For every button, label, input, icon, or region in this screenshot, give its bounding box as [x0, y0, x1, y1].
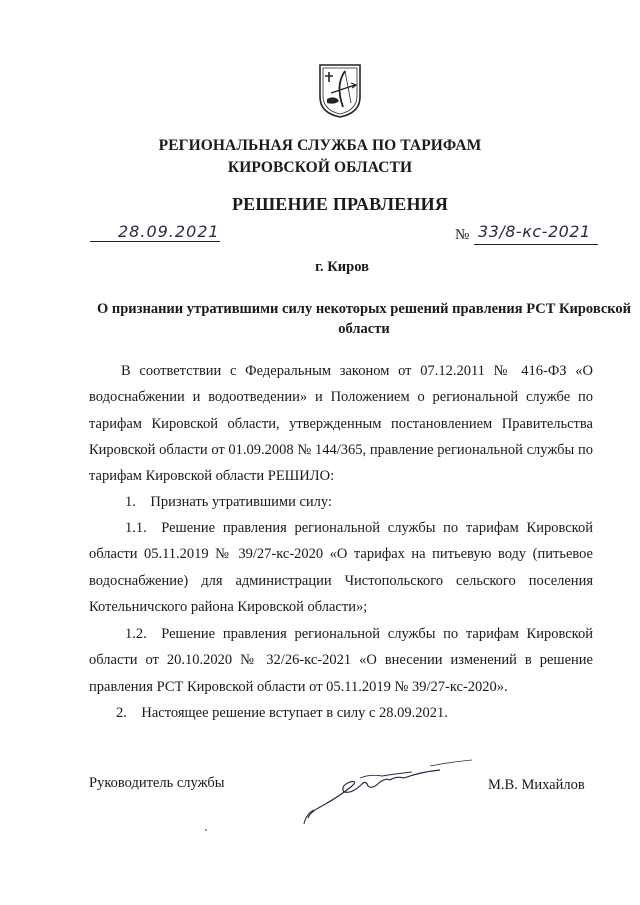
- handwritten-signature: [300, 756, 480, 826]
- decision-number: 33/8-кс-2021: [478, 222, 591, 241]
- item-1-1: 1.1. Решение правления региональной службы по тарифам Кировской области 05.11.2019 № 39/27-кс-2020 «О тарифах на питьевую воду (питьевое водоснабжение) для администрации Чистопольского сельского поселения Котельничского района Кировской области»;: [89, 520, 593, 615]
- org-name-line1: РЕГИОНАЛЬНАЯ СЛУЖБА ПО ТАРИФАМ: [158, 137, 482, 154]
- preamble-paragraph: В соответствии с Федеральным законом от 07.12.2011 № 416-ФЗ «О водоснабжении и водоотведении» и Положением о региональной службе по тарифам Кировской области, утвержденным постановлением Правительства Кировской области от 01.09.2008 № 144/365, правление региональной службы по тарифам Кировской области РЕШИЛО:: [89, 363, 593, 485]
- signatory-name: М.В. Михайлов: [488, 777, 585, 793]
- item-1: 1. Признать утратившими силу:: [125, 494, 333, 510]
- decision-subject: О признании утратившими силу некоторых решений правления РСТ Кировской области: [96, 301, 632, 337]
- city: г. Киров: [315, 259, 369, 275]
- kirov-region-coat-of-arms-icon: [317, 63, 363, 119]
- scan-speck: [205, 829, 207, 831]
- decision-date: 28.09.2021: [118, 222, 220, 241]
- item-2: 2. Настоящее решение вступает в силу с 28.09.2021.: [116, 705, 448, 721]
- document-type-title: РЕШЕНИЕ ПРАВЛЕНИЯ: [231, 194, 449, 214]
- signatory-role: Руководитель службы: [89, 775, 225, 791]
- number-label: №: [455, 227, 470, 243]
- item-1-2: 1.2. Решение правления региональной службы по тарифам Кировской области от 20.10.2020 № 32/26-кс-2021 «О внесении изменений в решение правления РСТ Кировской области от 05.11.2019 № 39/27-кс-2020».: [89, 626, 593, 695]
- org-name-line2: КИРОВСКОЙ ОБЛАСТИ: [227, 159, 413, 176]
- number-underline: [474, 243, 598, 245]
